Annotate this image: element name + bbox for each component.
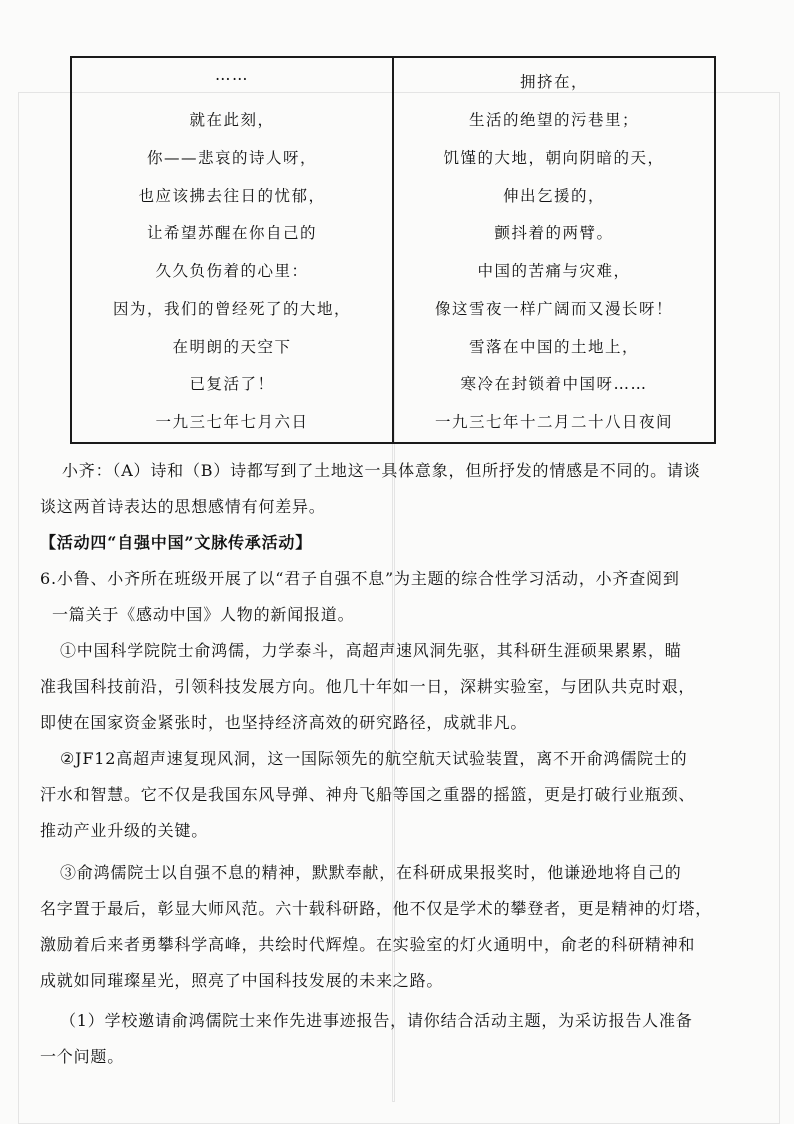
poem-a-line: 让希望苏醒在你自己的 xyxy=(146,224,317,242)
news-para-3-line-2: 名字置于最后，彰显大师风范。六十载科研路，他不仅是学术的攀登者，更是精神的灯塔， xyxy=(40,899,713,918)
news-para-3-line-3: 激励着后来者勇攀科学高峰，共绘时代辉煌。在实验室的灯火通明中，俞老的科研精神和 xyxy=(40,935,696,954)
news-para-2-line-1: ②JF12高超声速复现风洞，这一国际领先的航空航天试验装置，离不开俞鸿儒院士的 xyxy=(60,749,688,768)
news-para-1-line-1: ①中国科学院院士俞鸿儒，力学泰斗，高超声速风洞先驱，其科研生涯硕果累累，瞄 xyxy=(60,641,682,660)
poem-b-line: 伸出乞援的， xyxy=(502,187,605,205)
poem-b-line: 拥挤在， xyxy=(519,73,588,91)
poem-a-line: …… xyxy=(215,66,249,84)
news-para-2-line-3: 推动产业升级的关键。 xyxy=(40,821,209,840)
poem-question-line-1: 小齐：（A）诗和（B）诗都写到了土地这一具体意象，但所抒发的情感是不同的。请谈 xyxy=(62,461,701,480)
q6-line-1: 6.小鲁、小齐所在班级开展了以“君子自强不息”为主题的综合性学习活动，小齐查阅到 xyxy=(40,569,680,588)
poem-question-line-2: 谈这两首诗表达的思想感情有何差异。 xyxy=(40,497,326,516)
subquestion-1-line-2: 一个问题。 xyxy=(40,1047,125,1066)
poem-a-line: 久久负伤着的心里： xyxy=(155,262,309,280)
activity-heading: 【活动四“自强中国”文脉传承活动】 xyxy=(40,533,313,552)
poem-b-line: 像这雪夜一样广阔而又漫长呀！ xyxy=(434,300,673,318)
poem-a-line: 因为，我们的曾经死了的大地， xyxy=(112,300,351,318)
q6-line-2: 一篇关于《感动中国》人物的新闻报道。 xyxy=(52,605,355,624)
poem-b-line: 颤抖着的两臂。 xyxy=(494,224,614,242)
news-para-1-line-3: 即使在国家资金紧张时，也坚持经济高效的研究路径，成就非凡。 xyxy=(40,713,528,732)
poem-b-line: 饥馑的大地，朝向阴暗的天， xyxy=(443,149,665,167)
poem-a-line: 在明朗的天空下 xyxy=(172,338,292,356)
news-para-3-line-1: ③俞鸿儒院士以自强不息的精神，默默奉献，在科研成果报奖时，他谦逊地将自己的 xyxy=(60,863,682,882)
poem-b-column xyxy=(394,58,714,442)
subquestion-1-line-1: （1）学校邀请俞鸿儒院士来作先进事迹报告，请你结合活动主题，为采访报告人准备 xyxy=(60,1011,693,1030)
news-para-1-line-2: 准我国科技前沿，引领科技发展方向。他几十年如一日，深耕实验室，与团队共克时艰， xyxy=(40,677,696,696)
poem-b-line: 寒冷在封锁着中国呀…… xyxy=(460,375,648,393)
poem-table xyxy=(70,56,716,444)
news-para-3-line-4: 成就如同璀璨星光，照亮了中国科技发展的未来之路。 xyxy=(40,971,444,990)
poem-b-date: 一九三七年十二月二十八日夜间 xyxy=(434,413,673,431)
poem-b-line: 雪落在中国的土地上， xyxy=(468,338,639,356)
poem-a-date: 一九三七年七月六日 xyxy=(155,413,309,431)
news-para-2-line-2: 汗水和智慧。它不仅是我国东风导弹、神舟飞船等国之重器的摇篮，更是打破行业瓶颈、 xyxy=(40,785,696,804)
poem-a-line: 就在此刻， xyxy=(189,111,275,129)
poem-a-line: 也应该拂去往日的忧郁， xyxy=(138,187,326,205)
poem-a-line: 已复活了！ xyxy=(189,375,275,393)
poem-a-column xyxy=(72,58,394,442)
poem-a-line: 你——悲哀的诗人呀， xyxy=(146,149,317,167)
poem-b-line: 中国的苦痛与灾难， xyxy=(477,262,631,280)
poem-b-line: 生活的绝望的污巷里； xyxy=(468,111,639,129)
